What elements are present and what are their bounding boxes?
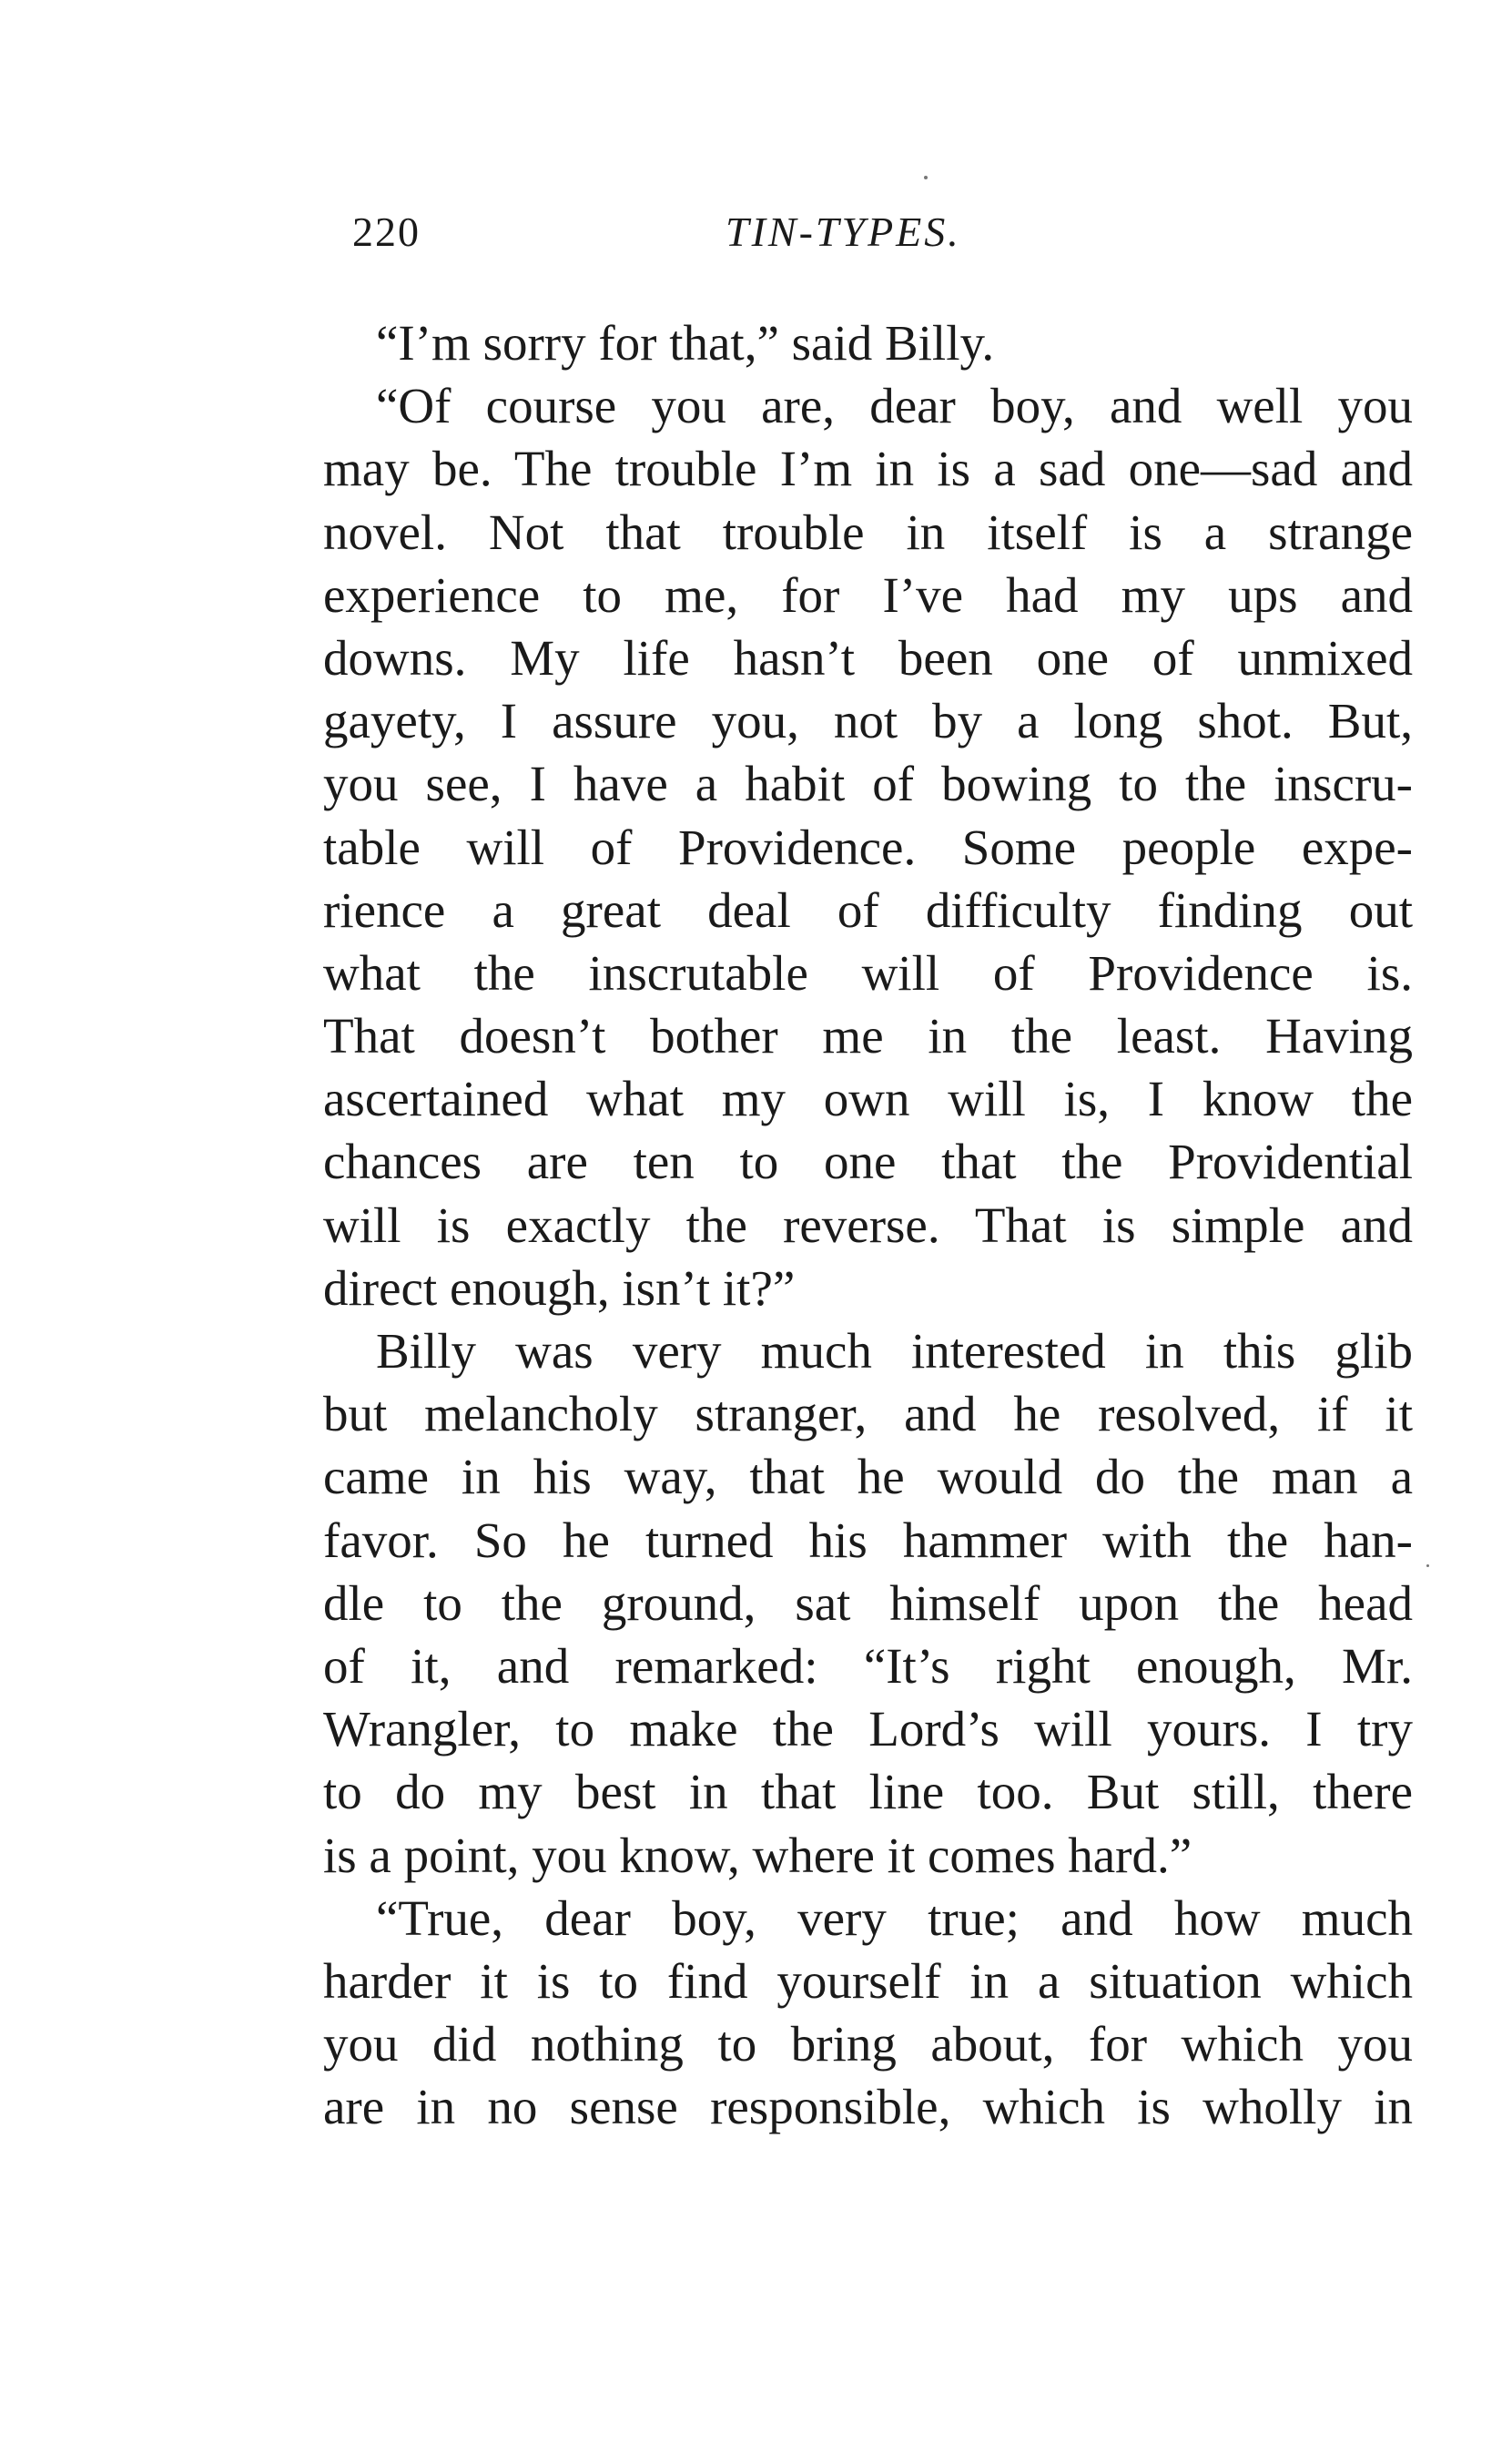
text-line: of it, and remarked: “It’s right enough, Mr. — [323, 1637, 1413, 1694]
ink-speck — [924, 176, 928, 179]
ink-speck — [1426, 1564, 1429, 1567]
body-text — [323, 311, 1413, 2138]
text-line: gayety, I assure you, not by a long shot. But, — [323, 693, 1413, 749]
text-line: chances are ten to one that the Providential — [323, 1134, 1413, 1190]
text-line: to do my best in that line too. But still, there — [323, 1764, 1413, 1820]
text-line: “True, dear boy, very true; and how much — [376, 1889, 1413, 1946]
text-line: novel. Not that trouble in itself is a strange — [323, 504, 1413, 560]
text-line: Billy was very much interested in this glib — [376, 1323, 1413, 1379]
text-line: ascertained what my own will is, I know the — [323, 1071, 1413, 1127]
text-line: you see, I have a habit of bowing to the inscru- — [323, 756, 1413, 812]
text-line: dle to the ground, sat himself upon the head — [323, 1574, 1413, 1631]
text-line: what the inscrutable will of Providence is. — [323, 944, 1413, 1001]
text-line: That doesn’t bother me in the least. Having — [323, 1008, 1413, 1064]
text-line: you did nothing to bring about, for which you — [323, 2016, 1413, 2072]
text-line: will is exactly the reverse. That is simple and — [323, 1196, 1413, 1253]
text-line: “I’m sorry for that,” said Billy. — [376, 315, 995, 371]
text-line: favor. So he turned his hammer with the han- — [323, 1512, 1413, 1568]
text-line: harder it is to find yourself in a situation which — [323, 1952, 1413, 2009]
text-line: is a point, you know, where it comes hard.” — [323, 1827, 1192, 1883]
text-line: came in his way, that he would do the man a — [323, 1449, 1413, 1505]
text-line: direct enough, isn’t it?” — [323, 1259, 796, 1316]
text-line: “Of course you are, dear boy, and well you — [376, 378, 1413, 434]
text-line: are in no sense responsible, which is wholly in — [323, 2079, 1413, 2135]
text-line: table will of Providence. Some people expe- — [323, 819, 1413, 875]
text-line: but melancholy stranger, and he resolved, if it — [323, 1386, 1413, 1442]
text-line: experience to me, for I’ve had my ups and — [323, 566, 1413, 623]
text-line: may be. The trouble I’m in is a sad one—sad and — [323, 441, 1413, 497]
text-line: Wrangler, to make the Lord’s will yours. I try — [323, 1701, 1413, 1757]
page-number: 220 — [352, 209, 421, 255]
text-line: downs. My life hasn’t been one of unmixed — [323, 629, 1413, 686]
text-line: rience a great deal of difficulty finding out — [323, 881, 1413, 938]
running-title: TIN-TYPES. — [726, 209, 961, 255]
